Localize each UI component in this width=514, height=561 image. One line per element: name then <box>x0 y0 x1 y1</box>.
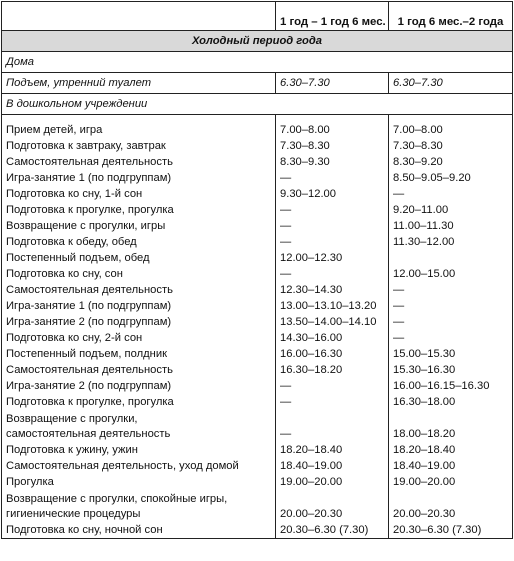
preschool-rows <box>2 122 513 539</box>
section-row-home <box>2 52 513 73</box>
table-row <box>2 202 513 218</box>
header-age-2: 1 год 6 мес.–2 года <box>389 2 513 31</box>
table-row <box>2 442 513 458</box>
time-cell-age-1: — <box>276 266 389 282</box>
activity-cell: Игра-занятие 1 (по подгруппам) <box>2 170 276 186</box>
activity-cell: Подготовка к прогулке, прогулка <box>2 394 276 410</box>
time-cell-age-2: 9.20–11.00 <box>389 202 513 218</box>
time-cell-age-1: 18.20–18.40 <box>276 442 389 458</box>
time-cell-age-2: 15.00–15.30 <box>389 346 513 362</box>
activity-line: гигиенические процедуры <box>6 508 141 520</box>
activity-cell: Подготовка ко сну, сон <box>2 266 276 282</box>
time-cell-age-2: 6.30–7.30 <box>389 73 513 94</box>
time-cell-age-1: 8.30–9.30 <box>276 154 389 170</box>
activity-cell <box>2 410 276 442</box>
time-cell-age-1: 20.00–20.30 <box>276 490 389 522</box>
header-age-1: 1 год – 1 год 6 мес. <box>276 2 389 31</box>
time-cell-age-1: 12.30–14.30 <box>276 282 389 298</box>
period-title: Холодный период года <box>2 31 513 52</box>
table-row <box>2 458 513 474</box>
activity-cell: Постепенный подъем, полдник <box>2 346 276 362</box>
time-cell-age-2: 7.30–8.30 <box>389 138 513 154</box>
time-cell-age-1: 7.30–8.30 <box>276 138 389 154</box>
time-cell-age-1: 6.30–7.30 <box>276 73 389 94</box>
activity-cell: Игра-занятие 1 (по подгруппам) <box>2 298 276 314</box>
header-row <box>2 2 513 31</box>
activity-cell: Возвращение с прогулки, игры <box>2 218 276 234</box>
time-cell-age-1: — <box>276 410 389 442</box>
time-cell-age-2: 18.40–19.00 <box>389 458 513 474</box>
time-cell-age-2: 18.20–18.40 <box>389 442 513 458</box>
time-cell-age-2: 16.30–18.00 <box>389 394 513 410</box>
time-cell-age-1: 16.30–18.20 <box>276 362 389 378</box>
activity-cell: Прием детей, игра <box>2 122 276 138</box>
table-row <box>2 122 513 138</box>
time-cell-age-2: 19.00–20.00 <box>389 474 513 490</box>
time-cell-age-1: 13.00–13.10–13.20 <box>276 298 389 314</box>
table-row <box>2 362 513 378</box>
time-cell-age-2: 11.30–12.00 <box>389 234 513 250</box>
time-cell-age-2: — <box>389 298 513 314</box>
activity-cell: Подготовка к обеду, обед <box>2 234 276 250</box>
time-cell-age-1: 7.00–8.00 <box>276 122 389 138</box>
activity-cell: Игра-занятие 2 (по подгруппам) <box>2 314 276 330</box>
time-cell-age-2: 8.50–9.05–9.20 <box>389 170 513 186</box>
section-title-preschool: В дошкольном учреждении <box>2 94 513 115</box>
activity-cell: Подъем, утренний туалет <box>2 73 276 94</box>
time-cell-age-1: 16.00–16.30 <box>276 346 389 362</box>
time-cell-age-2: 20.30–6.30 (7.30) <box>389 522 513 539</box>
table-row <box>2 266 513 282</box>
activity-line: Возвращение с прогулки, спокойные игры, <box>6 493 228 505</box>
activity-cell: Прогулка <box>2 474 276 490</box>
time-cell-age-1: — <box>276 378 389 394</box>
activity-cell: Игра-занятие 2 (по подгруппам) <box>2 378 276 394</box>
time-cell-age-2: 12.00–15.00 <box>389 266 513 282</box>
table-row <box>2 298 513 314</box>
activity-cell: Подготовка к завтраку, завтрак <box>2 138 276 154</box>
activity-cell: Подготовка ко сну, 2-й сон <box>2 330 276 346</box>
section-row-preschool <box>2 94 513 115</box>
time-cell-age-2: 11.00–11.30 <box>389 218 513 234</box>
table-row <box>2 282 513 298</box>
spacer-row <box>2 115 513 123</box>
time-cell-age-2: 20.00–20.30 <box>389 490 513 522</box>
activity-line: Возвращение с прогулки, <box>6 413 138 425</box>
time-cell-age-2: 8.30–9.20 <box>389 154 513 170</box>
table-row <box>2 330 513 346</box>
table-row <box>2 138 513 154</box>
table-row <box>2 186 513 202</box>
table-row <box>2 522 513 539</box>
period-row <box>2 31 513 52</box>
time-cell-age-2: — <box>389 314 513 330</box>
activity-cell: Самостоятельная деятельность, уход домой <box>2 458 276 474</box>
table-row <box>2 474 513 490</box>
activity-cell: Самостоятельная деятельность <box>2 282 276 298</box>
schedule-table <box>1 1 513 539</box>
table-row <box>2 218 513 234</box>
activity-line: самостоятельная деятельность <box>6 428 171 440</box>
table-row <box>2 234 513 250</box>
activity-cell: Самостоятельная деятельность <box>2 362 276 378</box>
time-cell-age-1: — <box>276 170 389 186</box>
table-row <box>2 346 513 362</box>
time-cell-age-1: — <box>276 218 389 234</box>
time-cell-age-2: 15.30–16.30 <box>389 362 513 378</box>
table-row <box>2 378 513 394</box>
time-cell-age-2 <box>389 250 513 266</box>
time-cell-age-1: — <box>276 202 389 218</box>
time-cell-age-2: — <box>389 282 513 298</box>
table-row <box>2 410 513 442</box>
activity-cell: Подготовка к прогулке, прогулка <box>2 202 276 218</box>
time-cell-age-1: — <box>276 394 389 410</box>
activity-cell <box>2 490 276 522</box>
time-cell-age-1: 20.30–6.30 (7.30) <box>276 522 389 539</box>
table-row <box>2 250 513 266</box>
time-cell-age-2: 16.00–16.15–16.30 <box>389 378 513 394</box>
header-activity <box>2 2 276 31</box>
activity-cell: Самостоятельная деятельность <box>2 154 276 170</box>
table-row <box>2 490 513 522</box>
time-cell-age-1: 19.00–20.00 <box>276 474 389 490</box>
time-cell-age-1: — <box>276 234 389 250</box>
time-cell-age-1: 9.30–12.00 <box>276 186 389 202</box>
table-row <box>2 314 513 330</box>
time-cell-age-2: 7.00–8.00 <box>389 122 513 138</box>
activity-cell: Подготовка ко сну, ночной сон <box>2 522 276 539</box>
activity-cell: Подготовка к ужину, ужин <box>2 442 276 458</box>
time-cell-age-1: 13.50–14.00–14.10 <box>276 314 389 330</box>
time-cell-age-1: 18.40–19.00 <box>276 458 389 474</box>
time-cell-age-1: 14.30–16.00 <box>276 330 389 346</box>
section-title-home: Дома <box>2 52 513 73</box>
table-row <box>2 170 513 186</box>
time-cell-age-2: — <box>389 186 513 202</box>
table-row <box>2 394 513 410</box>
table-row <box>2 73 513 94</box>
time-cell-age-2: — <box>389 330 513 346</box>
activity-cell: Подготовка ко сну, 1-й сон <box>2 186 276 202</box>
activity-cell: Постепенный подъем, обед <box>2 250 276 266</box>
time-cell-age-2: 18.00–18.20 <box>389 410 513 442</box>
time-cell-age-1: 12.00–12.30 <box>276 250 389 266</box>
table-row <box>2 154 513 170</box>
